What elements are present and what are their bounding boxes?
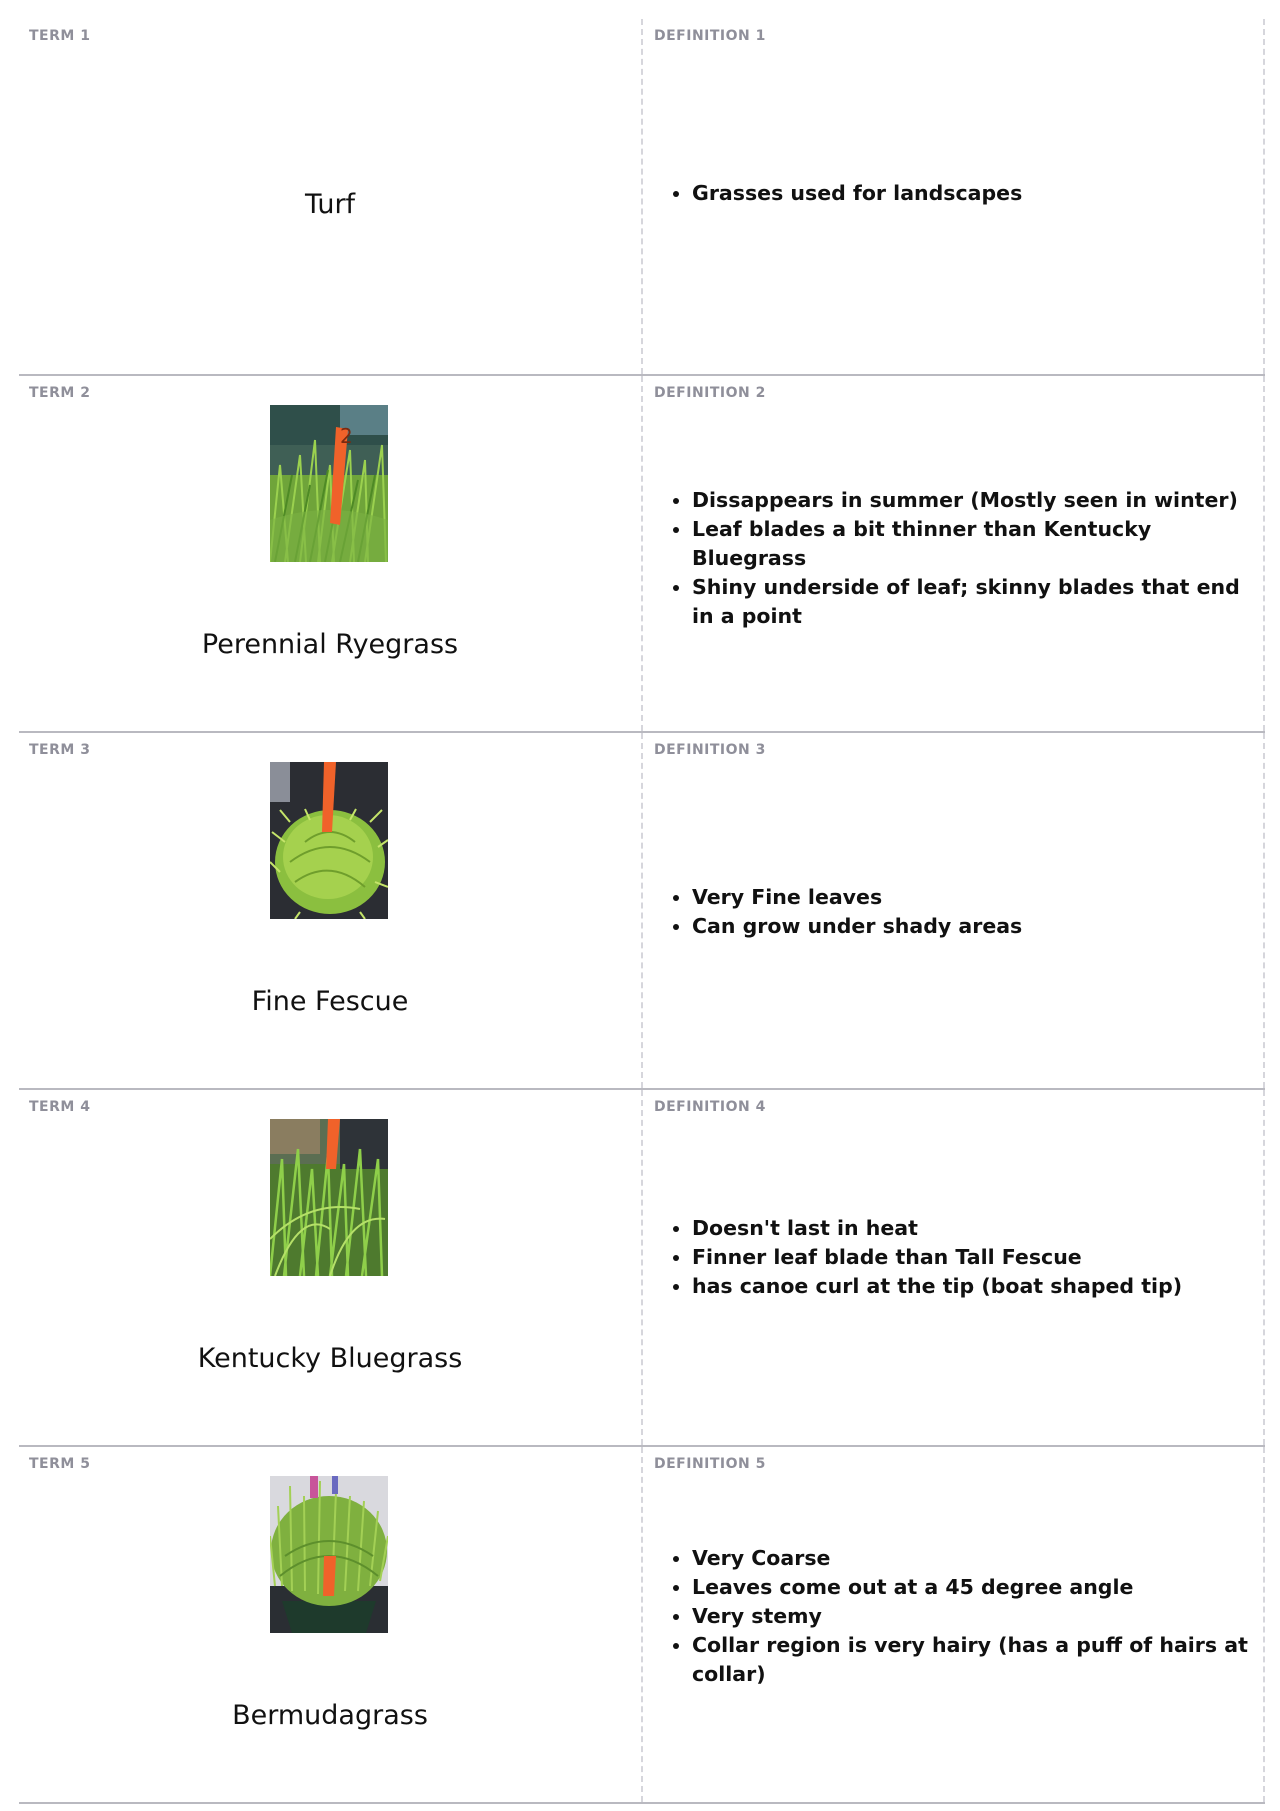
term-label: TERM 2	[29, 385, 91, 401]
definition-list	[654, 179, 1255, 208]
definition-item: • has canoe curl at the tip (boat shaped tip)	[692, 1272, 1255, 1301]
definition-item: • Leaf blades a bit thinner than Kentucky Bluegrass	[692, 515, 1255, 573]
definition-cell-1[interactable]	[643, 19, 1265, 374]
flashcard-sheet	[19, 19, 1265, 1804]
definition-list	[654, 883, 1255, 941]
term-label: TERM 3	[29, 742, 91, 758]
definition-cell-5[interactable]	[643, 1447, 1265, 1802]
definition-label: DEFINITION 5	[654, 1456, 766, 1472]
card-row-5	[19, 1447, 1265, 1804]
card-row-2	[19, 376, 1265, 733]
definition-item: • Doesn't last in heat	[692, 1214, 1255, 1243]
definition-item: • Finner leaf blade than Tall Fescue	[692, 1243, 1255, 1272]
term-cell-1[interactable]	[19, 19, 643, 374]
term-cell-2[interactable]	[19, 376, 643, 731]
card-row-4	[19, 1090, 1265, 1447]
definition-list	[654, 1544, 1255, 1689]
term-cell-3[interactable]	[19, 733, 643, 1088]
grass-photo-icon	[270, 762, 388, 919]
definition-item: • Very Coarse	[692, 1544, 1255, 1573]
definition-cell-3[interactable]	[643, 733, 1265, 1088]
grass-photo-icon	[270, 1476, 388, 1633]
definition-label: DEFINITION 2	[654, 385, 766, 401]
term-text: Perennial Ryegrass	[201, 629, 459, 660]
card-row-3	[19, 733, 1265, 1090]
definition-label: DEFINITION 1	[654, 28, 766, 44]
definition-item: • Leaves come out at a 45 degree angle	[692, 1573, 1255, 1602]
definition-item: • Shiny underside of leaf; skinny blades that end in a point	[692, 573, 1255, 631]
definition-list	[654, 486, 1255, 631]
term-label: TERM 1	[29, 28, 91, 44]
definition-item: • Grasses used for landscapes	[692, 179, 1255, 208]
term-text: Turf	[304, 189, 356, 220]
term-label: TERM 5	[29, 1456, 91, 1472]
definition-label: DEFINITION 4	[654, 1099, 766, 1115]
definition-label: DEFINITION 3	[654, 742, 766, 758]
definition-item: • Dissappears in summer (Mostly seen in winter)	[692, 486, 1255, 515]
definition-item: • Collar region is very hairy (has a puff of hairs at collar)	[692, 1631, 1255, 1689]
term-text: Kentucky Bluegrass	[197, 1343, 463, 1374]
definition-item: • Very Fine leaves	[692, 883, 1255, 912]
term-text: Fine Fescue	[251, 986, 409, 1017]
card-row-1	[19, 19, 1265, 376]
grass-photo-icon	[270, 1119, 388, 1276]
term-label: TERM 4	[29, 1099, 91, 1115]
term-text: Bermudagrass	[232, 1700, 428, 1731]
definition-cell-2[interactable]	[643, 376, 1265, 731]
definition-list	[654, 1214, 1255, 1301]
term-cell-4[interactable]	[19, 1090, 643, 1445]
term-cell-5[interactable]	[19, 1447, 643, 1802]
grass-photo-icon	[270, 405, 388, 562]
definition-cell-4[interactable]	[643, 1090, 1265, 1445]
definition-item: • Can grow under shady areas	[692, 912, 1255, 941]
definition-item: • Very stemy	[692, 1602, 1255, 1631]
photo-tag-text: 2	[340, 424, 353, 448]
